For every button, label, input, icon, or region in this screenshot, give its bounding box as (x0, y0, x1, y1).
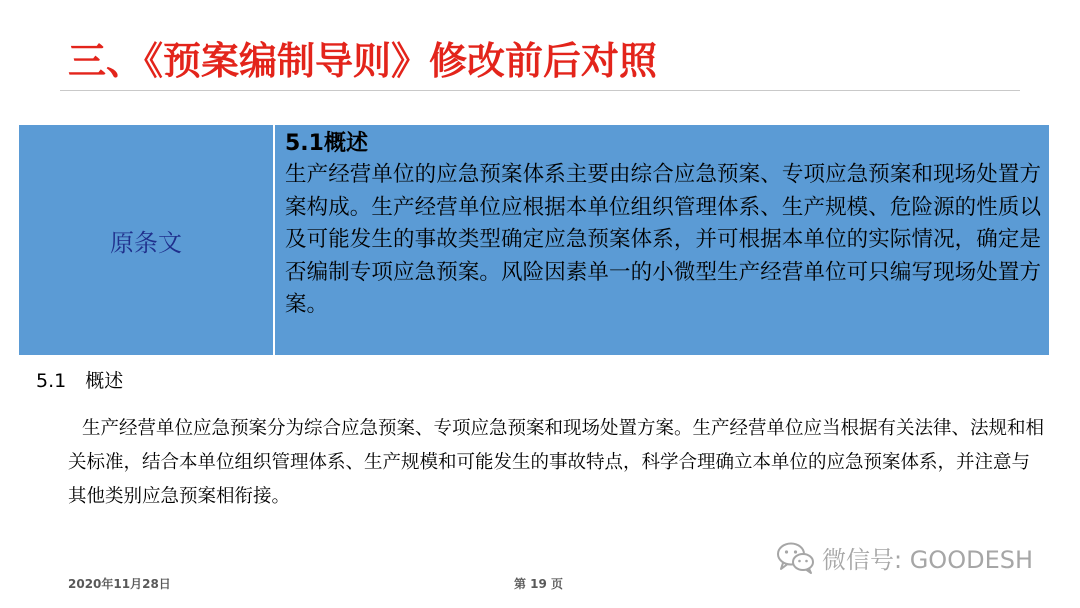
original-clause-table (18, 124, 1050, 356)
footer-page-number: 第 19 页 (514, 577, 564, 591)
wechat-icon (776, 541, 816, 575)
watermark (776, 540, 1033, 575)
watermark-text: 微信号: GOODESH (822, 546, 1034, 574)
slide-title: 三、《预案编制导则》修改前后对照 (68, 39, 658, 83)
original-clause-label-cell (19, 125, 275, 355)
original-clause-label: 原条文 (110, 228, 182, 257)
original-clause-content-cell (275, 125, 1049, 355)
original-clause-heading: 5.1概述 (285, 131, 368, 156)
revised-clause-body: 生产经营单位应急预案分为综合应急预案、专项应急预案和现场处置方案。生产经营单位应当根据有关法律、法规和相关标准，结合本单位组织管理体系、生产规模和可能发生的事故特点，科学合理确立本单位的应急预案体系，并注意与其他类别应急预案相衔接。 (68, 418, 1045, 507)
revised-clause-heading: 5.1 概述 (36, 370, 124, 392)
footer-date: 2020年11月28日 (68, 577, 171, 591)
original-clause-body: 生产经营单位的应急预案体系主要由综合应急预案、专项应急预案和现场处置方案构成。生产经营单位应根据本单位组织管理体系、生产规模、危险源的性质以及可能发生的事故类型确定应急预案体系，并可根据本单位的实际情况，确定是否编制专项应急预案。风险因素单一的小微型生产经营单位可只编写现场处置方案。 (285, 162, 1041, 317)
title-divider (60, 90, 1020, 91)
